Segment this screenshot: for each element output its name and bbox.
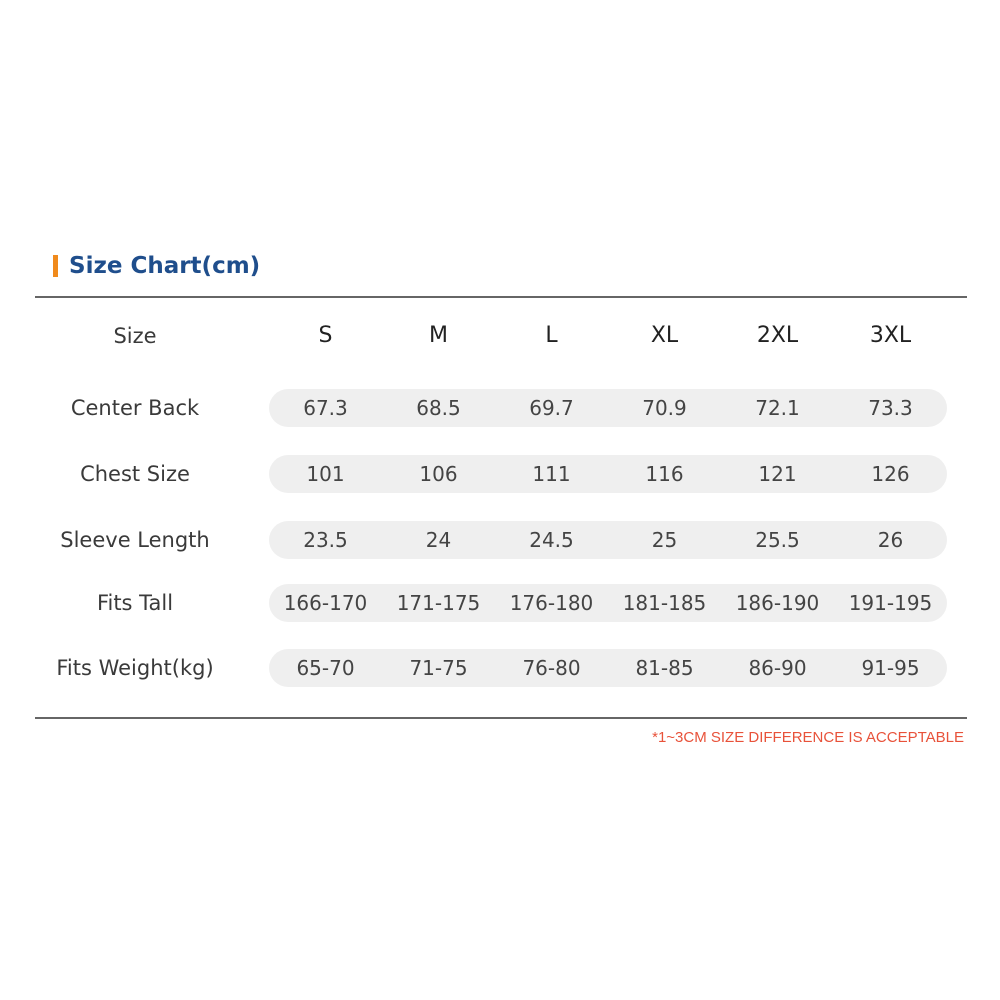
table-cell: 71-75 bbox=[409, 656, 468, 680]
row-label: Fits Tall bbox=[96, 591, 174, 615]
table-cell: 24 bbox=[425, 528, 452, 552]
table-cell: 186-190 bbox=[735, 591, 820, 615]
title-text: Size Chart(cm) bbox=[69, 253, 261, 279]
table-cell: 72.1 bbox=[755, 396, 800, 420]
table-cell: 166-170 bbox=[283, 591, 368, 615]
table-cell: 101 bbox=[306, 462, 345, 486]
table-cell: 91-95 bbox=[861, 656, 920, 680]
table-cell: 116 bbox=[645, 462, 684, 486]
table-cell: 70.9 bbox=[642, 396, 687, 420]
size-header: L bbox=[545, 323, 558, 348]
table-cell: 111 bbox=[532, 462, 571, 486]
table-cell: 171-175 bbox=[396, 591, 481, 615]
table-cell: 69.7 bbox=[529, 396, 574, 420]
table-cell: 73.3 bbox=[868, 396, 913, 420]
table-cell: 81-85 bbox=[635, 656, 694, 680]
table-cell: 86-90 bbox=[748, 656, 807, 680]
table-cell: 191-195 bbox=[848, 591, 933, 615]
size-header: 3XL bbox=[869, 323, 912, 348]
row-label: Sleeve Length bbox=[60, 528, 210, 552]
table-cell: 76-80 bbox=[522, 656, 581, 680]
table-row-fits-tall bbox=[35, 583, 967, 623]
table-cell: 24.5 bbox=[529, 528, 574, 552]
size-chart-title bbox=[53, 246, 260, 286]
title-accent-bar bbox=[53, 255, 58, 277]
row-values bbox=[269, 583, 947, 623]
table-cell: 68.5 bbox=[416, 396, 461, 420]
table-cell: 106 bbox=[419, 462, 458, 486]
row-values bbox=[269, 520, 947, 560]
table-cell: 176-180 bbox=[509, 591, 594, 615]
row-label: Chest Size bbox=[80, 462, 190, 486]
table-row-sleeve-length bbox=[35, 520, 967, 560]
table-cell: 23.5 bbox=[303, 528, 348, 552]
header-sizes bbox=[269, 316, 947, 356]
table-cell: 26 bbox=[877, 528, 904, 552]
row-label: Center Back bbox=[70, 396, 200, 420]
table-row-fits-weight bbox=[35, 648, 967, 688]
table-row-chest-size bbox=[35, 454, 967, 494]
header-row bbox=[35, 316, 967, 356]
top-divider bbox=[35, 296, 967, 298]
size-header: XL bbox=[650, 323, 679, 348]
size-header: M bbox=[429, 323, 448, 348]
row-label: Fits Weight(kg) bbox=[56, 656, 214, 680]
row-values bbox=[269, 648, 947, 688]
size-header: S bbox=[318, 323, 333, 348]
table-cell: 181-185 bbox=[622, 591, 707, 615]
table-cell: 25 bbox=[651, 528, 678, 552]
bottom-divider bbox=[35, 717, 967, 719]
table-cell: 65-70 bbox=[296, 656, 355, 680]
row-values bbox=[269, 388, 947, 428]
table-row-center-back bbox=[35, 388, 967, 428]
header-label: Size bbox=[113, 324, 157, 348]
table-cell: 25.5 bbox=[755, 528, 800, 552]
size-header: 2XL bbox=[756, 323, 799, 348]
size-tolerance-note: *1~3CM SIZE DIFFERENCE IS ACCEPTABLE bbox=[652, 729, 964, 746]
table-cell: 126 bbox=[871, 462, 910, 486]
row-values bbox=[269, 454, 947, 494]
table-cell: 67.3 bbox=[303, 396, 348, 420]
table-cell: 121 bbox=[758, 462, 797, 486]
